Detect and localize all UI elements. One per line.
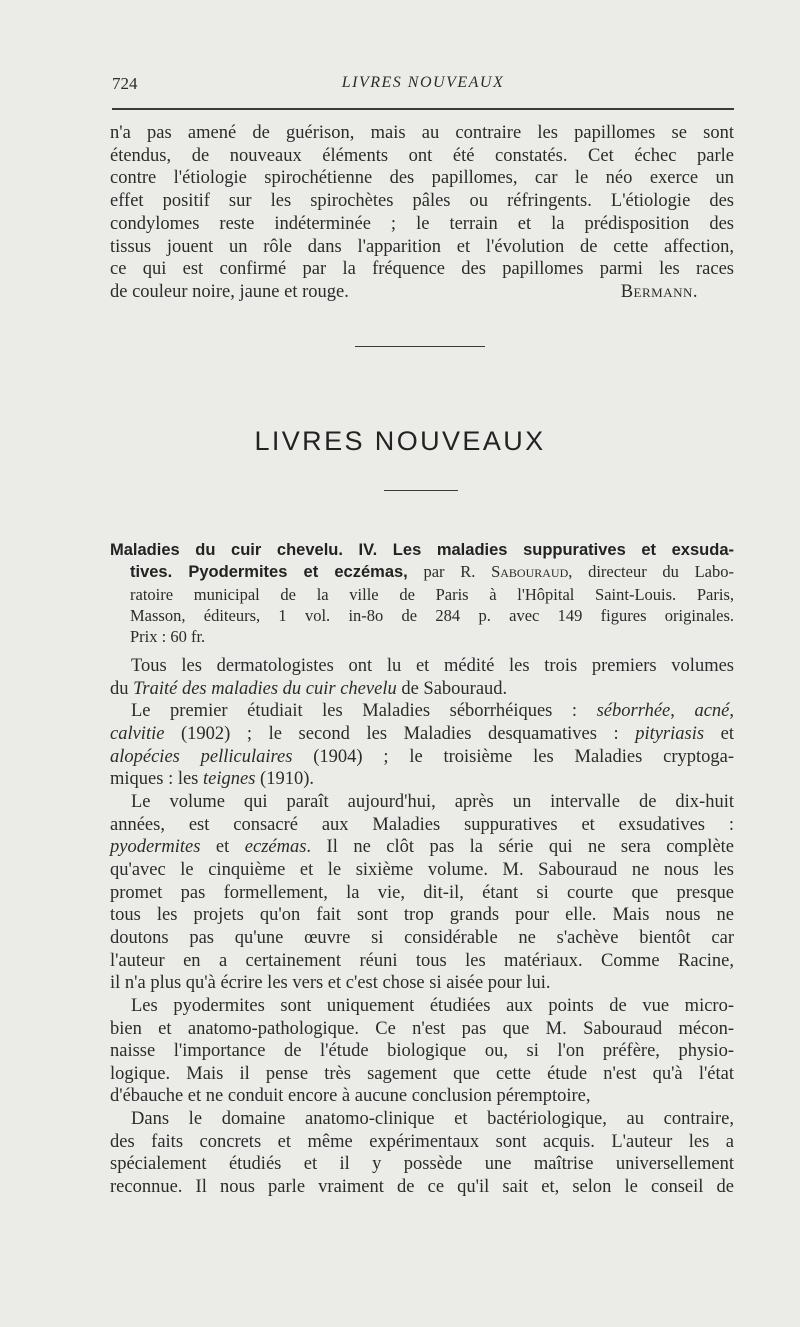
text-line: de couleur noire, jaune et rouge.: [110, 281, 349, 302]
text-run: de Sabouraud.: [396, 678, 508, 699]
book-price: Prix : 60 fr.: [130, 627, 206, 647]
italic-term: pityriasis: [635, 723, 705, 744]
text-line: ce qui est confirmé par la fréquence des papillomes parmi les races: [110, 259, 734, 280]
text-line: [110, 836, 734, 859]
book-title: Maladies du cuir chevelu. IV. Les maladies suppuratives et exsuda-: [110, 541, 734, 559]
signature-line: [110, 281, 734, 304]
book-entry-line: Masson, éditeurs, 1 vol. in-8o de 284 p. avec 149 figures originales.: [130, 605, 734, 625]
text-line: condylomes reste indéterminée ; le terrain et la prédisposition des: [110, 213, 734, 234]
italic-term: eczémas: [244, 837, 307, 858]
text-line: n'a pas amené de guérison, mais au contraire les papillomes se sont: [110, 123, 734, 143]
text-run: (1904) ; le troisième les Maladies cryptoga-: [292, 746, 734, 767]
text-line: [110, 723, 734, 746]
italic-term: acné: [694, 701, 730, 722]
text-run: (1902) ; le second les Maladies desquamatives :: [164, 723, 636, 744]
italic-term: calvitie: [110, 723, 165, 744]
text-line: logique. Mais il pense très sagement que cette étude n'est qu'à l'état: [110, 1063, 734, 1084]
reviewer-signature: Bermann.: [620, 281, 698, 302]
text-run: du: [110, 678, 134, 699]
text-line: Dans le domaine anatomo-clinique et bactériologique, au contraire,: [131, 1109, 734, 1130]
text-line: d'ébauche et ne conduit encore à aucune conclusion péremptoire,: [110, 1086, 591, 1107]
text-line: naisse l'importance de l'étude biologique ou, si l'on préfère, physio-: [110, 1041, 734, 1062]
text-run: . Il ne clôt pas la série qui ne sera complète: [306, 837, 735, 858]
text-line: l'auteur en a certainement réuni tous les matériaux. Comme Racine,: [110, 950, 734, 971]
book-title-cont: tives. Pyodermites et eczémas,: [130, 563, 408, 582]
text-line: qu'avec le cinquième et le sixième volume. M. Sabouraud ne nous les: [110, 859, 734, 880]
text-run: ,: [670, 701, 695, 722]
text-line: spécialement étudiés et il y possède une maîtrise universellement: [110, 1154, 734, 1175]
book-by: par: [407, 562, 461, 582]
section-heading: LIVRES NOUVEAUX: [254, 426, 546, 456]
text-run: Le premier étudiait les Maladies séborrhéiques :: [131, 701, 597, 722]
book-author: R. Sabouraud: [460, 562, 569, 582]
heading-underline: [384, 490, 458, 491]
previous-review: [110, 122, 734, 304]
italic-term: séborrhée: [596, 701, 671, 722]
section-divider: [355, 346, 485, 347]
text-line: tissus jouent un rôle dans l'apparition et l'évolution de cette affection,: [110, 236, 734, 257]
text-line: contre l'étiologie spirochétienne des papillomes, car le néo exerce un: [110, 168, 734, 189]
running-title: LIVRES NOUVEAUX: [341, 74, 505, 91]
text-line: [110, 768, 734, 791]
text-line: bien et anatomo-pathologique. Ce n'est pas que M. Sabouraud mécon-: [110, 1018, 734, 1039]
text-line: étendus, de nouveaux éléments ont été constatés. Cet échec parle: [110, 145, 734, 166]
header-rule: [112, 108, 734, 110]
text-line: [110, 678, 734, 701]
italic-term: teignes: [203, 769, 256, 790]
review-body: [110, 655, 734, 1199]
text-run: (1910).: [255, 769, 314, 790]
page-number: 724: [112, 74, 138, 93]
text-line: années, est consacré aux Maladies suppuratives et exsudatives :: [110, 814, 734, 835]
text-line: Les pyodermites sont uniquement étudiées aux points de vue micro-: [131, 995, 734, 1016]
text-line: reconnue. Il nous parle vraiment de ce qu'il sait et, selon le conseil de: [110, 1177, 734, 1198]
text-line: effet positif sur les spirochètes pâles ou réfringents. L'étiologie des: [110, 191, 734, 212]
text-line: [110, 700, 734, 723]
book-entry-line: [110, 561, 734, 583]
book-affiliation: , directeur du Labo-: [568, 562, 734, 582]
italic-term: pyodermites: [110, 837, 201, 858]
text-run: ,: [729, 701, 735, 722]
italic-term: alopécies pelliculaires: [110, 746, 293, 767]
text-line: tous les projets qu'on fait sont trop grands pour elle. Mais nous ne: [110, 905, 734, 926]
text-line: promet pas formellement, la vie, dit-il, étant si courte que presque: [110, 882, 734, 903]
text-line: Tous les dermatologistes ont lu et médité les trois premiers volumes: [131, 656, 734, 676]
book-entry: [110, 540, 734, 647]
text-line: il n'a plus qu'à écrire les vers et c'est chose si aisée pour lui.: [110, 973, 551, 994]
text-line: [110, 746, 734, 769]
running-head: [112, 74, 734, 98]
book-entry-line: ratoire municipal de la ville de Paris à l'Hôpital Saint-Louis. Paris,: [130, 584, 734, 604]
text-line: des faits concrets et même expérimentaux sont acquis. L'auteur les a: [110, 1131, 734, 1152]
text-run: et: [200, 837, 245, 858]
text-line: doutons pas qu'une œuvre si considérable ne s'achève bientôt car: [110, 927, 734, 948]
book-series-title: Traité des maladies du cuir chevelu: [133, 678, 397, 699]
text-run: et: [704, 723, 734, 744]
text-run: miques : les: [110, 769, 204, 790]
text-line: Le volume qui paraît aujourd'hui, après un intervalle de dix-huit: [131, 791, 734, 812]
